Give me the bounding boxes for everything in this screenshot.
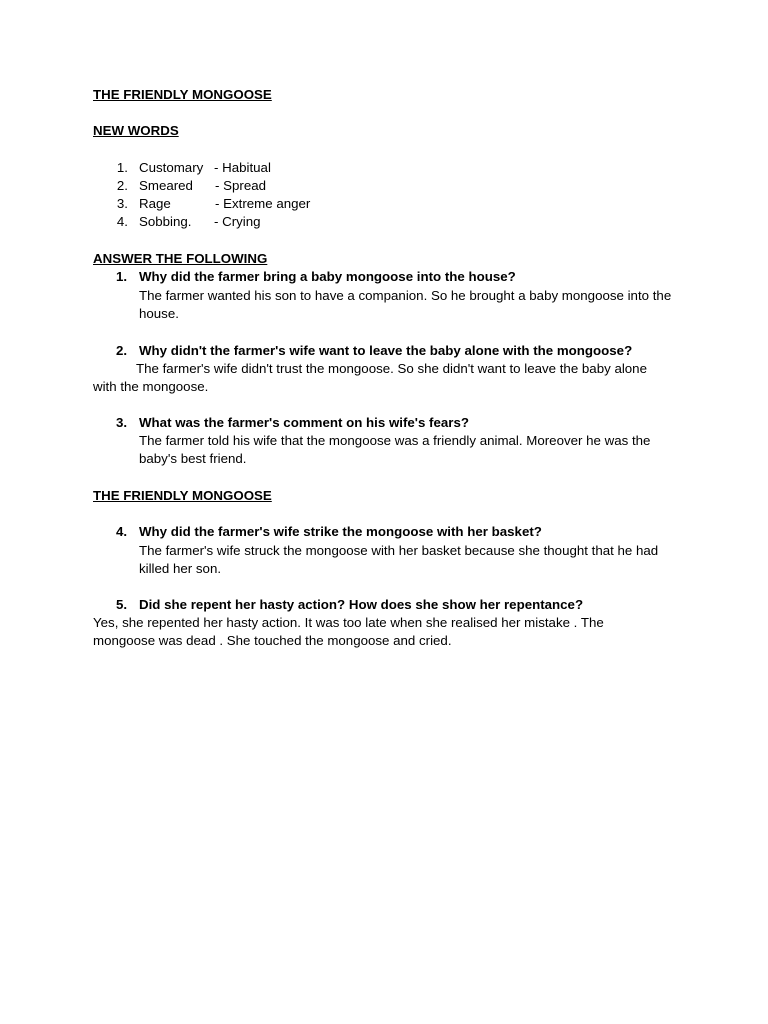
question-text: Why did the farmer bring a baby mongoose into the house? <box>139 269 516 284</box>
question-text: Why didn't the farmer's wife want to leave the baby alone with the mongoose? <box>139 343 633 358</box>
vocab-number: 1. <box>116 160 128 175</box>
question-number: 4. <box>116 524 128 539</box>
question-number: 1. <box>116 269 128 284</box>
answer-text: The farmer wanted his son to have a companion. So he brought a baby mongoose into the house. <box>139 288 672 322</box>
vocab-meaning: - Habitual <box>214 160 271 175</box>
question-text: What was the farmer's comment on his wife's fears? <box>139 415 469 430</box>
section-heading: THE FRIENDLY MONGOOSE <box>93 488 272 503</box>
vocab-meaning: - Extreme anger <box>215 196 311 211</box>
question-text: Why did the farmer's wife strike the mongoose with her basket? <box>139 524 542 539</box>
question-number: 3. <box>116 415 128 430</box>
vocab-word: Sobbing. <box>139 214 192 229</box>
vocab-word: Smeared <box>139 178 193 193</box>
vocab-number: 2. <box>116 178 128 193</box>
vocab-word: Rage <box>139 196 171 211</box>
vocab-number: 3. <box>116 196 128 211</box>
vocab-number: 4. <box>116 214 128 229</box>
answer-heading: ANSWER THE FOLLOWING <box>93 251 268 266</box>
answer-text: The farmer's wife didn't trust the mongoose. So she didn't want to leave the baby alone with the mongoose. <box>93 361 647 395</box>
answer-text: Yes, she repented her hasty action. It was too late when she realised her mistake . The mongoose was dead . She touched the mongoose and cried. <box>93 615 604 649</box>
vocab-meaning: - Spread <box>215 178 266 193</box>
question-text: Did she repent her hasty action? How does she show her repentance? <box>139 597 584 612</box>
document-title: THE FRIENDLY MONGOOSE <box>93 87 272 102</box>
question-number: 2. <box>116 343 128 358</box>
new-words-heading: NEW WORDS <box>93 123 179 138</box>
answer-text: The farmer told his wife that the mongoose was a friendly animal. Moreover he was the baby's best friend. <box>139 433 651 467</box>
answer-text: The farmer's wife struck the mongoose with her basket because she thought that he had killed her son. <box>139 543 659 577</box>
vocab-meaning: - Crying <box>214 214 261 229</box>
vocab-word: Customary <box>139 160 204 175</box>
question-number: 5. <box>116 597 128 612</box>
